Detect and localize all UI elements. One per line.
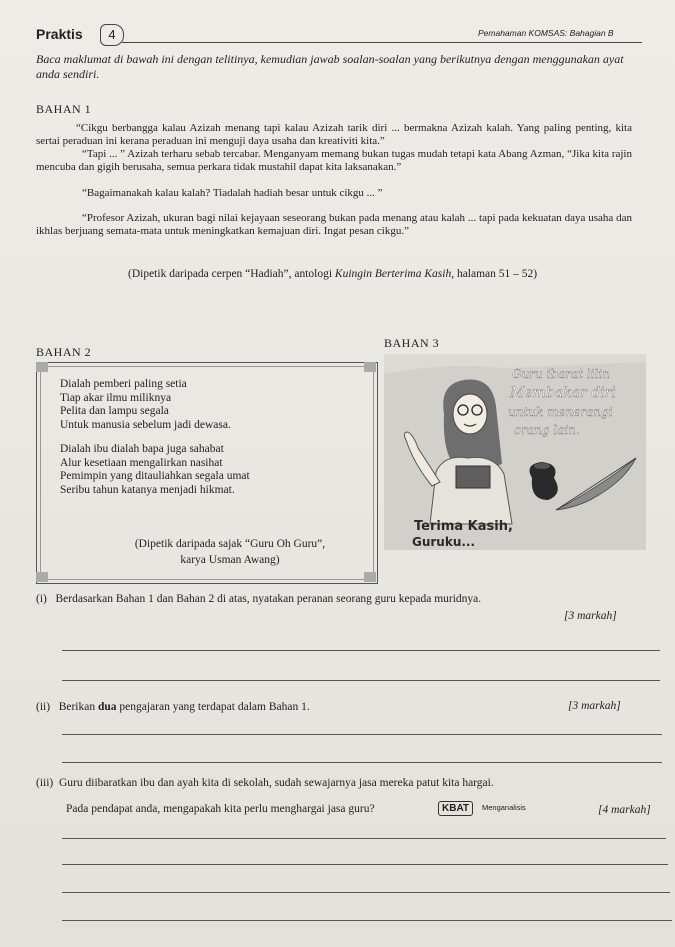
poem-line: Seribu tahun katanya menjadi hikmat. — [60, 483, 235, 496]
frame-corner-ornament — [364, 572, 376, 582]
poem-line: Pelita dan lampu segala — [60, 405, 169, 417]
question-number: (iii) — [36, 777, 54, 789]
frame-corner-ornament — [364, 362, 376, 372]
section-title: Pemahaman KOMSAS: Bahagian B — [478, 28, 614, 38]
poem-line: Alur kesetiaan mengalirkan nasihat — [60, 456, 223, 469]
bahan1-paragraph: “Bagaimanakah kalau kalah? Tiadalah hadiah besar untuk cikgu ... ” — [82, 187, 383, 199]
question-number: (ii) — [36, 701, 51, 713]
marks-label: [3 markah] — [564, 610, 617, 622]
question-number: (i) — [36, 593, 47, 605]
answer-line[interactable] — [62, 680, 660, 681]
book-icon — [456, 466, 490, 488]
header-rule — [122, 42, 642, 43]
question-emphasis: dua — [97, 701, 117, 713]
answer-line[interactable] — [62, 920, 672, 921]
poster-line: untuk menerangi — [508, 405, 613, 419]
answer-line[interactable] — [62, 762, 662, 763]
poem-line: Pemimpin yang ditauliahkan segala umat — [60, 470, 250, 482]
bahan2-title: BAHAN 2 — [36, 345, 92, 359]
question-2 — [36, 700, 310, 715]
poem-text — [60, 378, 250, 497]
poster-line: orang lain. — [514, 423, 580, 437]
poem-line: Untuk manusia sebelum jadi dewasa. — [60, 418, 231, 431]
answer-line[interactable] — [62, 650, 660, 651]
kbat-subtitle: Menganalisis — [482, 803, 526, 812]
praktis-number: 4 — [100, 24, 124, 46]
poster-line: Guru ibarat lilin — [512, 367, 610, 381]
poem-line: Dialah ibu dialah bapa juga sahabat — [60, 443, 224, 455]
instruction-text: Baca maklumat di bawah ini dengan telitinya, kemudian jawab soalan-soalan yang berikutnya dengan menggunakan ayat anda sendiri. — [36, 52, 624, 81]
question-3 — [36, 776, 494, 791]
praktis-label: Praktis — [36, 26, 83, 42]
question-3-line2: Pada pendapat anda, mengapakah kita perlu menghargai jasa guru? — [66, 803, 375, 815]
answer-line[interactable] — [62, 864, 668, 865]
source-title: Kuingin Berterima Kasih — [334, 268, 452, 280]
ink-bottle-cap — [534, 463, 550, 469]
thanks-line: Terima Kasih, — [414, 519, 513, 534]
bahan1-paragraph: “Profesor Azizah, ukuran bagi nilai kejayaan seseorang bukan pada menang atau kalah ... tapi pada kekuatan daya usaha dan ikhlas berjuang semata-mata untuk meningkatkan kemajuan diri. Ingat pesan cikgu.” — [36, 212, 632, 237]
poem-source-line: karya Usman Awang) — [180, 554, 280, 566]
thanks-line: Guruku... — [412, 535, 476, 549]
poem-source-line: (Dipetik daripada sajak “Guru Oh Guru”, — [134, 538, 326, 550]
poster-line: Membakar diri — [510, 385, 616, 401]
poem-line: Dialah pemberi paling setia — [60, 378, 187, 390]
poem-source — [105, 536, 355, 568]
answer-line[interactable] — [62, 892, 670, 893]
bahan3-title: BAHAN 3 — [384, 336, 440, 350]
stanza-gap — [60, 432, 250, 443]
teacher-face — [453, 394, 487, 434]
question-text: Guru diibaratkan ibu dan ayah kita di sekolah, sudah sewajarnya jasa mereka patut kita hargai. — [59, 777, 494, 789]
bahan1-source — [128, 268, 537, 280]
source-prefix: (Dipetik daripada cerpen “Hadiah”, antologi — [128, 268, 335, 280]
question-text: pengajaran yang terdapat dalam Bahan 1. — [116, 701, 310, 713]
question-text: Berikan — [58, 701, 98, 713]
poem-line: Tiap akar ilmu miliknya — [60, 391, 172, 404]
frame-corner-ornament — [36, 362, 48, 372]
bahan1-title: BAHAN 1 — [36, 102, 92, 116]
answer-line[interactable] — [62, 734, 662, 735]
question-1 — [36, 592, 636, 607]
source-suffix: , halaman 51 – 52) — [451, 268, 538, 280]
bahan1-paragraph: “Cikgu berbangga kalau Azizah menang tapi kalau Azizah tarik diri ... bermakna Azizah kalah. Yang paling penting, kita sertai peraduan ini kerana peraduan ini menguji daya usaha dan kreativiti kita.” — [36, 122, 632, 147]
marks-label: [4 markah] — [598, 804, 651, 816]
kbat-badge: KBAT — [438, 801, 473, 816]
answer-line[interactable] — [62, 838, 666, 839]
marks-label: [3 markah] — [568, 700, 621, 712]
question-text: Berdasarkan Bahan 1 dan Bahan 2 di atas, nyatakan peranan seorang guru kepada muridnya. — [55, 593, 482, 605]
bahan1-paragraph: “Tapi ... ” Azizah terharu sebab tercabar. Menganyam memang bukan tugas mudah tetapi kata Abang Azman, “Jika kita rajin mencuba dan gigih berusaha, semua perkara tidak mustahil dapat kita laksanakan.” — [36, 148, 632, 173]
teacher-poster-illustration — [384, 354, 646, 550]
frame-corner-ornament — [36, 572, 48, 582]
